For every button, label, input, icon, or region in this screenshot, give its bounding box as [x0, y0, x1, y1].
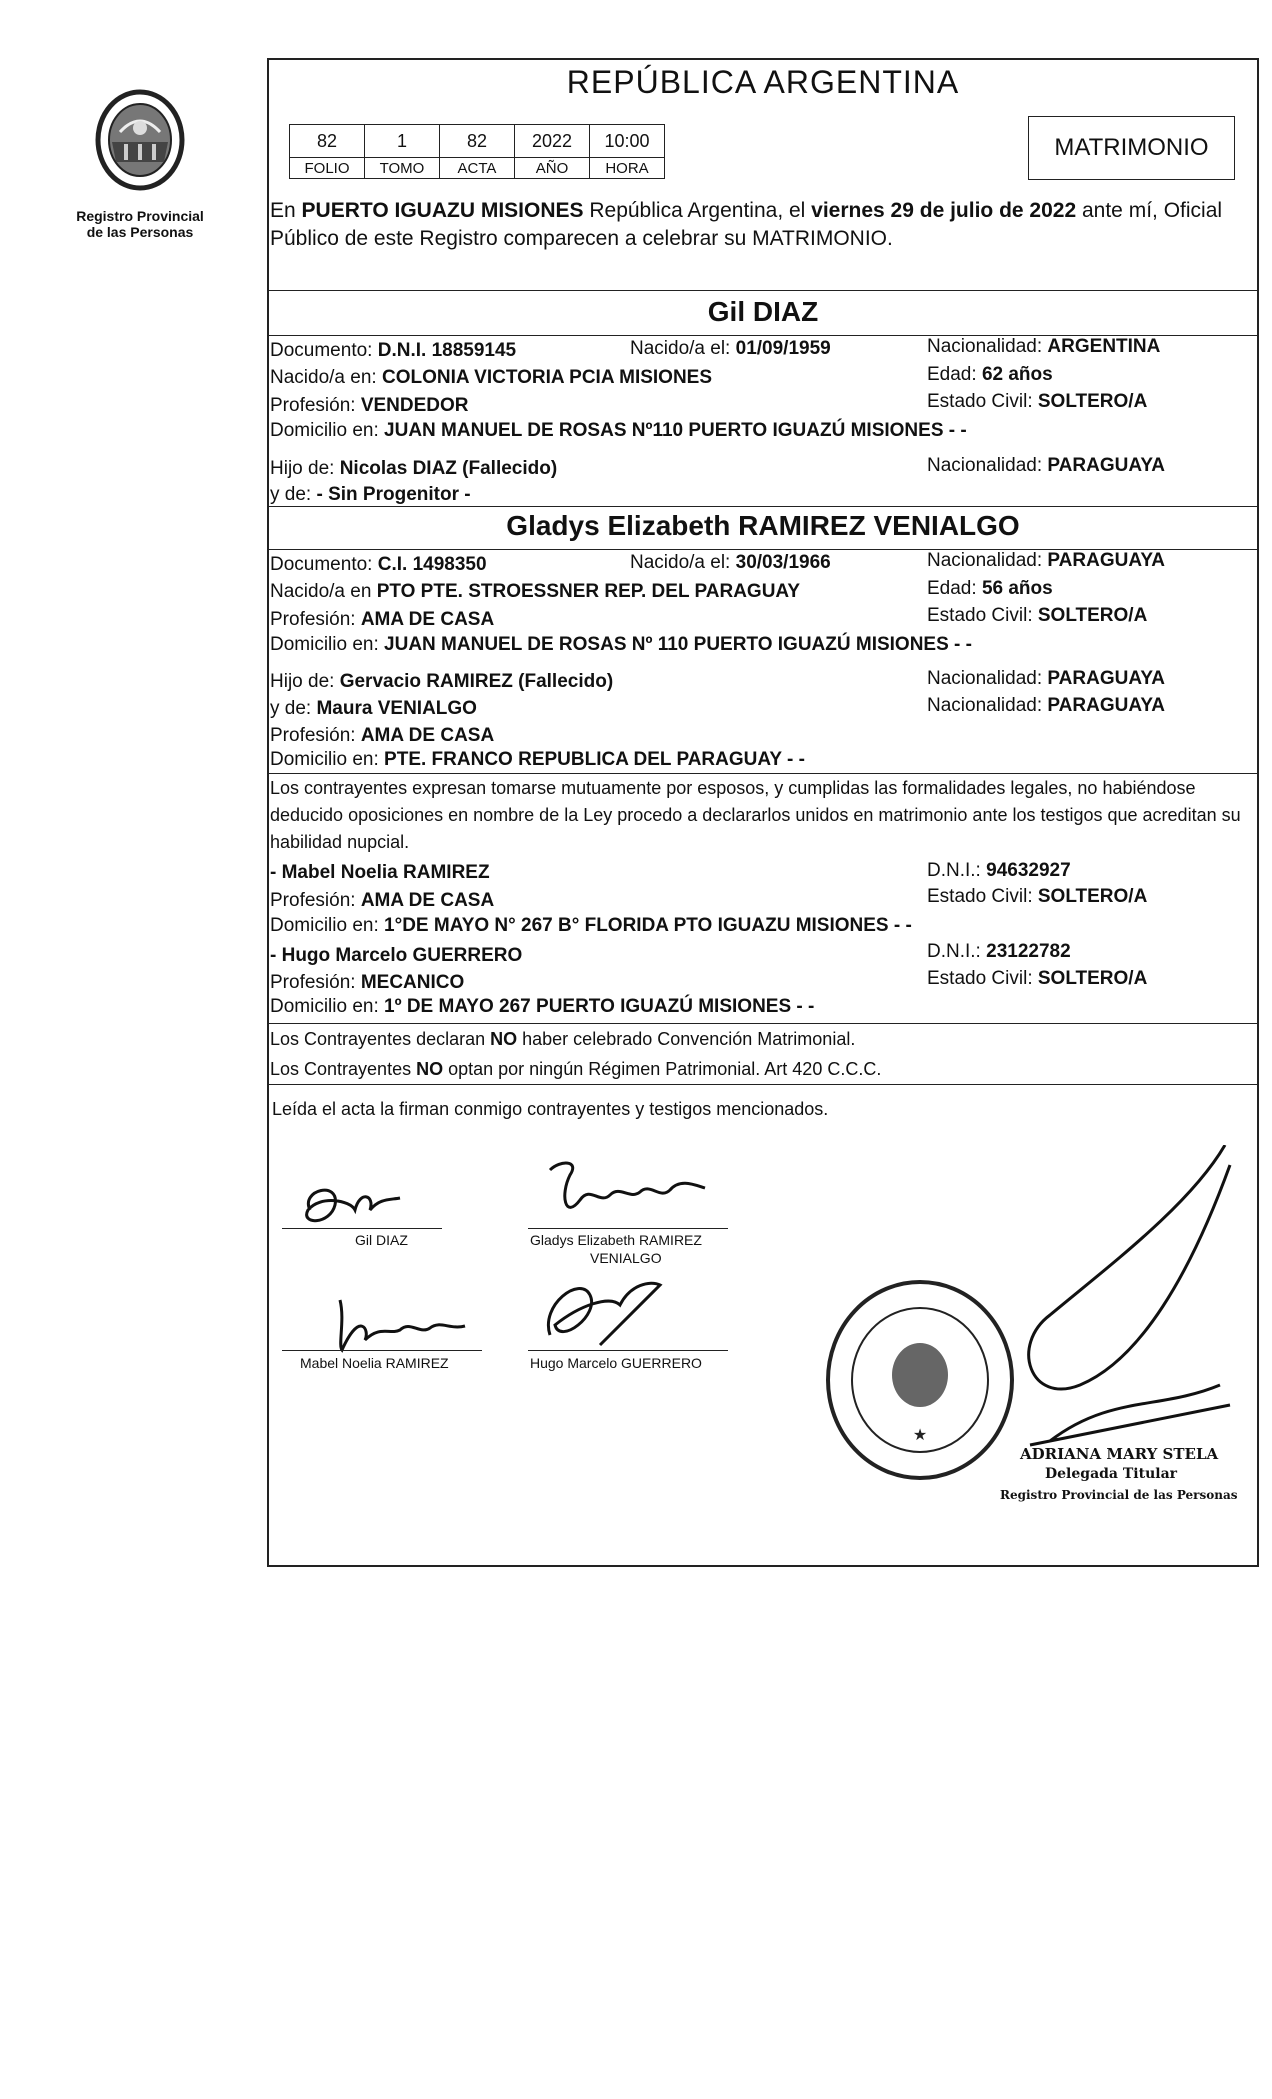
- signature-label-hugo: Hugo Marcelo GUERRERO: [530, 1355, 702, 1371]
- svg-text:★: ★: [912, 1427, 928, 1444]
- signature-line: [282, 1228, 442, 1229]
- spouse1-birthplace: Nacido/a en: COLONIA VICTORIA PCIA MISIONES: [270, 367, 713, 388]
- spouse2-mother-profession: Profesión: AMA DE CASA: [270, 725, 495, 746]
- signature-line: [528, 1228, 728, 1229]
- signature-label-mabel: Mabel Noelia RAMIREZ: [300, 1355, 449, 1371]
- logo-caption-line1: Registro Provincial: [76, 208, 204, 224]
- spouse2-address: Domicilio en: JUAN MANUEL DE ROSAS Nº 110 PUERTO IGUAZÚ MISIONES - -: [270, 634, 972, 655]
- spouse2-age: Edad: 56 años: [927, 578, 1053, 599]
- witness1-dni: D.N.I.: 94632927: [927, 860, 1071, 881]
- officer-name: ADRIANA MARY STELA: [1020, 1445, 1219, 1463]
- spouse2-mother-address: Domicilio en: PTE. FRANCO REPUBLICA DEL PARAGUAY - -: [270, 749, 805, 770]
- folio-label: FOLIO: [290, 158, 365, 179]
- tomo-value: 1: [365, 125, 440, 158]
- spouse2-profession: Profesión: AMA DE CASA: [270, 609, 495, 630]
- signature-label-gladys-1: Gladys Elizabeth RAMIREZ: [530, 1232, 702, 1248]
- signature-line: [528, 1350, 728, 1351]
- registry-table: [289, 124, 665, 179]
- spouse1-name: Gil DIAZ: [707, 296, 819, 327]
- closing-statement: Leída el acta la firman conmigo contrayentes y testigos mencionados.: [272, 1099, 829, 1119]
- witness1-name: - Mabel Noelia RAMIREZ: [270, 862, 490, 883]
- signature-gil-diaz: [280, 1170, 460, 1240]
- witness1-civil-status: Estado Civil: SOLTERO/A: [927, 886, 1148, 907]
- acta-value: 82: [440, 125, 515, 158]
- signature-label-gil: Gil DIAZ: [355, 1232, 408, 1248]
- convention-line2: Los Contrayentes NO optan por ningún Régimen Patrimonial. Art 420 C.C.C.: [270, 1059, 882, 1079]
- spouse1-birthdate: Nacido/a el: 01/09/1959: [630, 338, 831, 359]
- spouse2-birthplace: Nacido/a en PTO PTE. STROESSNER REP. DEL PARAGUAY: [270, 581, 801, 602]
- folio-value: 82: [290, 125, 365, 158]
- spouse1-civil-status: Estado Civil: SOLTERO/A: [927, 391, 1148, 412]
- divider: [267, 506, 1259, 507]
- registry-logo: [70, 82, 210, 240]
- spouse2-mother-nationality: Nacionalidad: PARAGUAYA: [927, 695, 1165, 716]
- signature-label-gladys-2: VENIALGO: [590, 1250, 662, 1266]
- witness1-address: Domicilio en: 1°DE MAYO N° 267 B° FLORIDA PTO IGUAZU MISIONES - -: [270, 915, 912, 936]
- logo-caption-line2: de las Personas: [86, 224, 194, 240]
- witness2-address: Domicilio en: 1º DE MAYO 267 PUERTO IGUAZÚ MISIONES - -: [270, 996, 815, 1017]
- document-type-box: MATRIMONIO: [1028, 116, 1235, 180]
- acta-label: ACTA: [440, 158, 515, 179]
- witness1-profession: Profesión: AMA DE CASA: [270, 890, 495, 911]
- intro-place: PUERTO IGUAZU MISIONES: [301, 199, 584, 222]
- anio-value: 2022: [515, 125, 590, 158]
- officer-signature: [990, 1145, 1260, 1465]
- misiones-emblem-icon: [90, 82, 190, 200]
- divider: [267, 1023, 1259, 1024]
- divider: [267, 1084, 1259, 1085]
- signature-gladys: [530, 1150, 750, 1230]
- spouse2-birthdate: Nacido/a el: 30/03/1966: [630, 552, 831, 573]
- hora-value: 10:00: [590, 125, 665, 158]
- witness2-dni: D.N.I.: 23122782: [927, 941, 1071, 962]
- convention-line1: Los Contrayentes declaran NO haber celebrado Convención Matrimonial.: [270, 1029, 856, 1049]
- spouse1-mother: y de: - Sin Progenitor -: [270, 484, 471, 505]
- divider: [267, 773, 1259, 774]
- witness2-name: - Hugo Marcelo GUERRERO: [270, 945, 523, 966]
- spouse2-name: Gladys Elizabeth RAMIREZ VENIALGO: [506, 510, 1020, 541]
- signature-line: [282, 1350, 482, 1351]
- officer-title: Delegada Titular: [1045, 1466, 1178, 1482]
- witness2-profession: Profesión: MECANICO: [270, 972, 465, 993]
- spouse1-father-nationality: Nacionalidad: PARAGUAYA: [927, 455, 1165, 476]
- spouse1-father: Hijo de: Nicolas DIAZ (Fallecido): [270, 458, 558, 479]
- spouse2-father: Hijo de: Gervacio RAMIREZ (Fallecido): [270, 671, 614, 692]
- officer-organization: Registro Provincial de las Personas: [1000, 1488, 1238, 1502]
- anio-label: AÑO: [515, 158, 590, 179]
- hora-label: HORA: [590, 158, 665, 179]
- intro-paragraph: En PUERTO IGUAZU MISIONES República Argentina, el viernes 29 de julio de 2022 ante mí, Oficial Público de este Registro comparecen a celebrar su MATRIMONIO.: [270, 199, 1223, 250]
- spouse1-address: Domicilio en: JUAN MANUEL DE ROSAS Nº110 PUERTO IGUAZÚ MISIONES - -: [270, 420, 967, 441]
- spouse2-civil-status: Estado Civil: SOLTERO/A: [927, 605, 1148, 626]
- spouse2-nationality: Nacionalidad: PARAGUAYA: [927, 550, 1165, 571]
- spouse1-profession: Profesión: VENDEDOR: [270, 395, 469, 416]
- divider: [267, 290, 1259, 291]
- declaration-paragraph: Los contrayentes expresan tomarse mutuamente por esposos, y cumplidas las formalidades legales, no habiéndose deducido oposiciones en nombre de la Ley procedo a declararlos unidos en matrimonio ante los testigos que acreditan su habilidad nupcial.: [270, 778, 1241, 852]
- intro-date: viernes 29 de julio de 2022: [811, 199, 1077, 222]
- page-title: REPÚBLICA ARGENTINA: [566, 64, 960, 100]
- tomo-label: TOMO: [365, 158, 440, 179]
- spouse2-father-nationality: Nacionalidad: PARAGUAYA: [927, 668, 1165, 689]
- spouse2-mother: y de: Maura VENIALGO: [270, 698, 477, 719]
- witness2-civil-status: Estado Civil: SOLTERO/A: [927, 968, 1148, 989]
- spouse2-document: Documento: C.I. 1498350: [270, 554, 487, 575]
- spouse1-nationality: Nacionalidad: ARGENTINA: [927, 336, 1161, 357]
- spouse1-age: Edad: 62 años: [927, 364, 1053, 385]
- spouse1-document: Documento: D.N.I. 18859145: [270, 340, 517, 361]
